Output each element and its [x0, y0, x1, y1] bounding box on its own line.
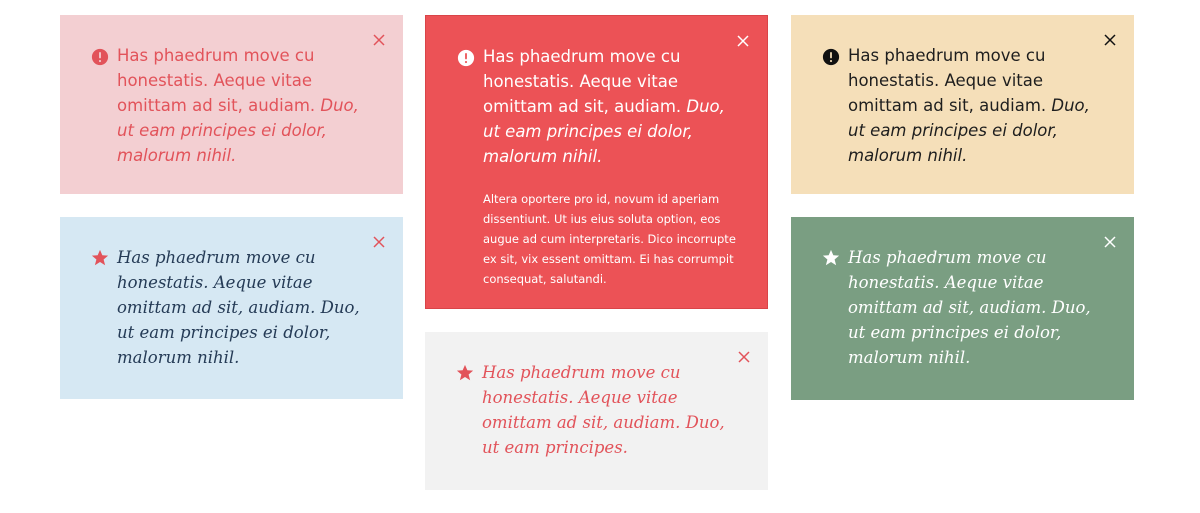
alert-message: Has phaedrum move cu honestatis. Aeque vitae omittam ad sit, audiam. Duo, ut eam principes ei dolor, malorum nihil. [483, 47, 725, 166]
alert-message: Has phaedrum move cu honestatis. Aeque vitae omittam ad sit, audiam. Duo, ut eam principes ei dolor, malorum nihil. [848, 248, 1091, 367]
alert-blue [60, 217, 403, 399]
alerts-column-2 [425, 15, 768, 513]
exclamation-circle-icon [457, 49, 475, 67]
close-icon[interactable] [736, 349, 752, 365]
alert-green [791, 217, 1134, 400]
alert-gray [425, 332, 768, 490]
exclamation-circle-icon [91, 48, 109, 66]
close-icon[interactable] [371, 234, 387, 250]
star-icon [822, 249, 840, 267]
alert-pink [60, 15, 403, 194]
close-icon[interactable] [735, 33, 751, 49]
alerts-column-3 [791, 15, 1134, 423]
close-icon[interactable] [371, 32, 387, 48]
exclamation-circle-icon [822, 48, 840, 66]
alert-red [425, 15, 768, 309]
alert-body: Altera oportere pro id, novum id aperiam dissentiunt. Ut ius eius soluta option, eos augue ad cum interpretaris. Dico incorrupte ex sit, vix essent omittam. Ei has corrumpit consequat, salutandi. [483, 192, 736, 286]
alert-message: Has phaedrum move cu honestatis. Aeque vitae omittam ad sit, audiam. Duo, ut eam principes ei dolor, malorum nihil. [117, 46, 359, 165]
alerts-column-1 [60, 15, 403, 422]
close-icon[interactable] [1102, 32, 1118, 48]
star-icon [456, 364, 474, 382]
close-icon[interactable] [1102, 234, 1118, 250]
alert-message: Has phaedrum move cu honestatis. Aeque vitae omittam ad sit, audiam. Duo, ut eam principes ei dolor, malorum nihil. [117, 248, 360, 367]
alert-message: Has phaedrum move cu honestatis. Aeque vitae omittam ad sit, audiam. Duo, ut eam principes. [482, 363, 725, 457]
alert-sand [791, 15, 1134, 194]
alert-message: Has phaedrum move cu honestatis. Aeque vitae omittam ad sit, audiam. Duo, ut eam principes ei dolor, malorum nihil. [848, 46, 1090, 165]
star-icon [91, 249, 109, 267]
